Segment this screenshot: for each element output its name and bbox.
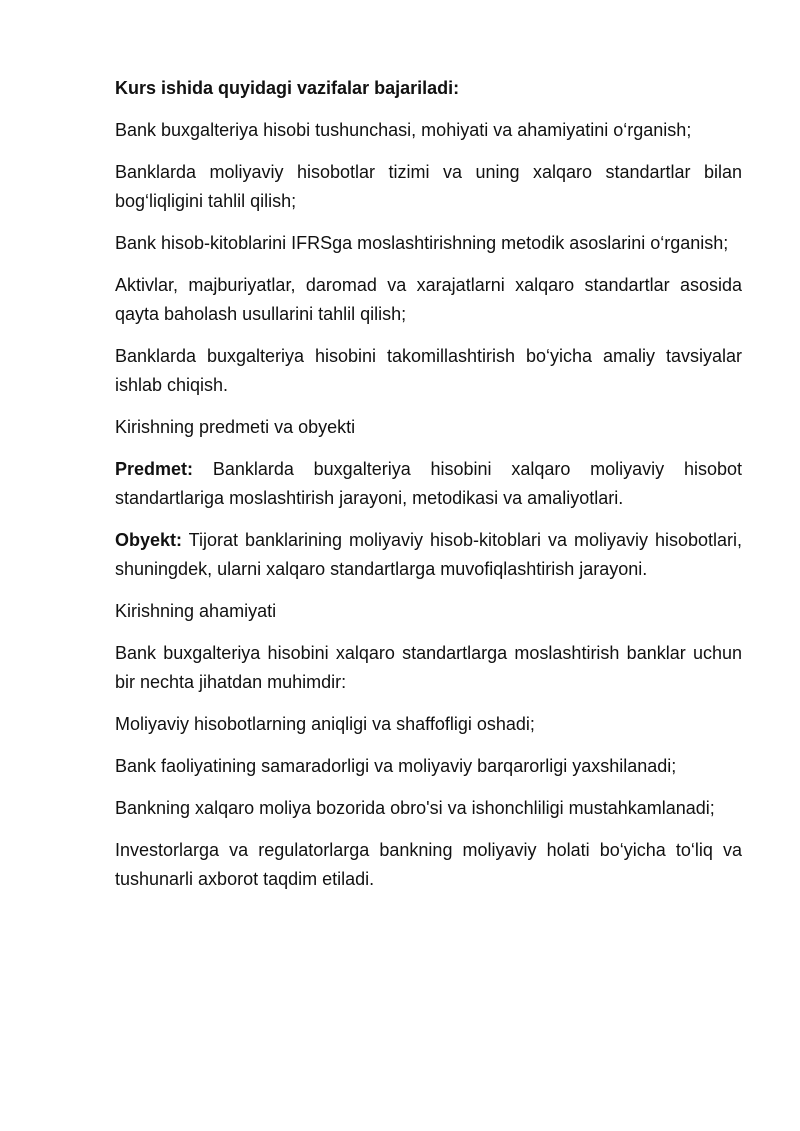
importance-point: Moliyaviy hisobotlarning aniqligi va shaffofligi oshadi; [115,714,535,734]
obyekt-label: Obyekt: [115,530,183,550]
importance-intro: Bank buxgalteriya hisobini xalqaro standartlarga moslashtirish banklar uchun bir nechta jihatdan muhimdir: [115,643,742,692]
tasks-heading: Kurs ishida quyidagi vazifalar bajariladi: [115,78,460,98]
obyekt-paragraph [115,526,742,584]
task-item: Aktivlar, majburiyatlar, daromad va xarajatlarni xalqaro standartlar asosida qayta baholash usullarini tahlil qilish; [115,275,742,324]
task-item: Bank buxgalteriya hisobi tushunchasi, mohiyati va ahamiyatini o‘rganish; [115,120,692,140]
obyekt-text: Tijorat banklarining moliyaviy hisob-kitoblari va moliyaviy hisobotlari, shuningdek, ularni xalqaro standartlarga muvofiqlashtirish jarayoni. [115,530,742,579]
task-item: Bank hisob-kitoblarini IFRSga moslashtirishning metodik asoslarini o‘rganish; [115,233,729,253]
task-item: Banklarda buxgalteriya hisobini takomillashtirish bo‘yicha amaliy tavsiyalar ishlab chiqish. [115,346,742,395]
importance-point: Bank faoliyatining samaradorligi va moliyaviy barqarorligi yaxshilanadi; [115,756,677,776]
document-page [115,74,742,907]
importance-point: Investorlarga va regulatorlarga bankning moliyaviy holati bo‘yicha to‘liq va tushunarli axborot taqdim etiladi. [115,840,742,889]
task-item: Banklarda moliyaviy hisobotlar tizimi va uning xalqaro standartlar bilan bog‘liqligini tahlil qilish; [115,162,742,211]
importance-section-title: Kirishning ahamiyati [115,601,277,621]
predmet-label: Predmet: [115,459,194,479]
predmet-paragraph [115,455,742,513]
subject-section-title: Kirishning predmeti va obyekti [115,417,356,437]
importance-point: Bankning xalqaro moliya bozorida obro'si va ishonchliligi mustahkamlanadi; [115,798,715,818]
predmet-text: Banklarda buxgalteriya hisobini xalqaro moliyaviy hisobot standartlariga moslashtirish jarayoni, metodikasi va amaliyotlari. [115,459,742,508]
